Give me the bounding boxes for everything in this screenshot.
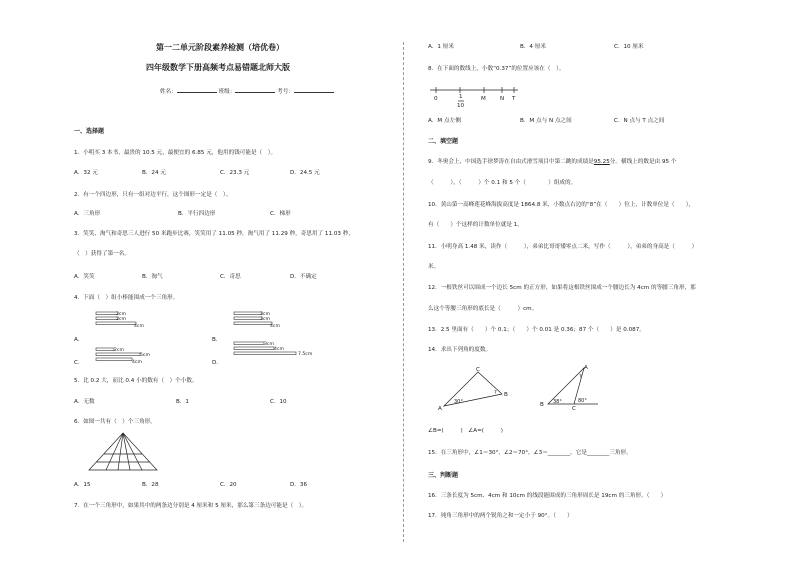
stick-a1-label: 2cm [116, 312, 126, 317]
axis-label-0: 0 [434, 96, 438, 102]
q1-stem: 1．小明买 3 本书，最贵的 10.5 元，最便宜的 6.85 元，他用的钱可能是（ ）。 [74, 150, 277, 156]
tri2-angle-38: 38° [553, 399, 562, 405]
q8-opt-a[interactable]: A．M 点左侧 [428, 118, 461, 124]
q2-opt-a[interactable]: A．三角形 [74, 211, 101, 217]
q4-letter-c: C． [74, 360, 84, 366]
q14-stem: 14．求出下列角的度数。 [428, 347, 492, 353]
q7-stem: 7．在一个三角形中，如果其中的两条边分别是 4 厘米和 5 厘米，那么第三条边可能是（ ）。 [74, 503, 308, 509]
q10-line1[interactable]: 10．黄山第一高峰莲花峰海拔高度是 1864.8 米，小数点右边的“8”在（ ）位上，计数单位是（ ）， [428, 202, 695, 208]
q14-triangle-2 [538, 364, 628, 410]
q2-opt-b[interactable]: B．平行四边形 [178, 211, 216, 217]
id-field[interactable] [294, 86, 334, 93]
q12-line2[interactable]: 么这个等腰三角形的底长是（ ）cm。 [428, 306, 538, 312]
q6-stem: 6．如图一共有（ ）个三角形。 [74, 419, 156, 425]
q5-stem: 5．比 0.2 大，而比 0.4 小的数有（ ）个小数。 [74, 378, 198, 384]
q6-opt-a[interactable]: A．15 [74, 482, 91, 488]
tri2-unknown: ? [579, 374, 582, 380]
q9-line2[interactable]: （ ），（ ）个 0.1 和 5 个（ ）组成的。 [428, 180, 577, 186]
axis-label-1: 1 [459, 94, 463, 100]
q3-stem-2: （ ）获得了第一名。 [74, 251, 130, 257]
q8-opt-c[interactable]: C．N 点与 T 点之间 [614, 118, 665, 124]
column-divider [403, 42, 404, 542]
q4-letter-b: B． [212, 337, 222, 343]
q11-line1[interactable]: 11．小明身高 1.48 米，读作（ ），弟弟比哥哥矮零点二米，写作（ ），弟弟的身高是（ ） [428, 244, 698, 250]
tri2-label-c: C [572, 406, 576, 412]
stick-b3-label: 4cm [270, 324, 280, 329]
q17-text[interactable]: 17．钝角三角形中的两个锐角之和一定小于 90°。（ ） [428, 513, 573, 519]
q5-opt-b[interactable]: B．1 [176, 399, 189, 405]
q13-text[interactable]: 13．2.5 里面有（ ）个 0.1；（ ）个 0.01 是 0.36；87 个（ ）是 0.087。 [428, 327, 645, 333]
q7-opt-c[interactable]: C．10 厘米 [614, 44, 644, 50]
q4-letter-d: D． [212, 360, 222, 366]
stick-d2-label: 4cm [274, 347, 284, 352]
q8-opt-b[interactable]: B．M 点与 N 点之间 [520, 118, 572, 124]
q14-triangle-1 [438, 366, 518, 410]
q4-letter-a: A． [74, 337, 84, 343]
q7-opt-b[interactable]: B．4 厘米 [520, 44, 546, 50]
q1-opt-c[interactable]: C．23.3 元 [220, 170, 250, 176]
q4-stem: 4．下面（ ）组小棒能围成一个三角形。 [74, 295, 179, 301]
q3-opt-c[interactable]: C．奇思 [220, 274, 241, 280]
stick-a3-label: 4cm [134, 324, 144, 329]
q3-opt-b[interactable]: B．淘气 [142, 274, 163, 280]
exam-title: 第一二单元阶段素养检测（培优卷） [156, 43, 284, 52]
stick-d1-label: 3cm [264, 342, 274, 347]
q3-opt-d[interactable]: D．不确定 [290, 274, 317, 280]
tri1-label-c: C [476, 367, 480, 373]
name-label: 姓名： [160, 89, 177, 95]
tri1-unknown: ? [494, 390, 497, 396]
tri1-label-b: B [504, 392, 508, 398]
section-heading-choice: 一、选择题 [74, 128, 105, 135]
class-label: 班级： [218, 89, 236, 95]
q8-stem: 8．在下面的数线上，小数“0.37”的位置应该在（ ）。 [428, 66, 565, 72]
q6-triangle-figure [88, 432, 158, 472]
q3-stem: 3．笑笑、淘气和奇思三人进行 50 米跑步比赛，笑笑用了 11.05 秒，淘气用了 11.29 秒，奇思用了 11.03 秒， [74, 231, 354, 237]
q5-opt-a[interactable]: A．无数 [74, 399, 95, 405]
q9-text-b: 分。横线上的数是由 95 个 [609, 159, 677, 165]
section-heading-fill: 二、填空题 [428, 138, 459, 145]
name-field[interactable] [177, 86, 217, 93]
stick-c3-label: 4cm [132, 360, 142, 365]
tri2-label-a: A [584, 365, 588, 371]
q15-text[interactable]: 15．在三角形中，∠1＝30°，∠2＝70°，∠3＝________，它是________三角形。 [428, 450, 632, 456]
q5-opt-c[interactable]: C．10 [270, 399, 287, 405]
exam-subtitle: 四年级数学下册高频考点易错题北师大版 [146, 63, 290, 72]
stick-c2-label: 5cm [140, 353, 150, 358]
axis-label-n: N [500, 96, 505, 102]
q10-line2[interactable]: 有（ ）个这样的计数单位就是 1。 [428, 222, 523, 228]
q3-opt-a[interactable]: A．笑笑 [74, 274, 95, 280]
class-field[interactable] [235, 86, 275, 93]
q6-opt-c[interactable]: C．20 [220, 482, 237, 488]
axis-label-m: M [481, 96, 486, 102]
tri2-angle-80: 80° [578, 398, 587, 404]
stick-a2-label: 2cm [116, 317, 126, 322]
stick-d3-label: 7.5cm [298, 352, 313, 357]
q16-text[interactable]: 16．三条长度为 5cm、4cm 和 10cm 的线段能围成的三角形周长是 19cm 的三角形。（ ） [428, 493, 667, 499]
q2-stem: 2．有一个四边形，只有一组对边平行，这个图形一定是（ ）。 [74, 192, 232, 198]
q7-opt-a[interactable]: A．1 厘米 [428, 44, 454, 50]
q6-opt-b[interactable]: B．28 [142, 482, 159, 488]
q14-answer[interactable]: ∠B=( ) ∠A=( ) [428, 428, 503, 434]
q1-opt-a[interactable]: A．32 元 [74, 170, 98, 176]
q6-opt-d[interactable]: D．36 [290, 482, 308, 488]
tri1-angle: 30° [454, 399, 463, 405]
tri1-label-a: A [438, 406, 442, 412]
axis-label-10: 10 [457, 103, 465, 109]
q2-opt-c[interactable]: C．梯形 [270, 211, 291, 217]
tri2-label-b: B [540, 402, 544, 408]
stick-b1-label: 3cm [260, 312, 270, 317]
q1-opt-d[interactable]: D．24.5 元 [290, 170, 320, 176]
q1-opt-b[interactable]: B．24 元 [142, 170, 166, 176]
student-info [160, 86, 334, 96]
stick-c1-label: 2cm [114, 348, 124, 353]
q12-line1: 12．一根铁丝可以围成一个边长 5cm 的正方形，如果将这根铁丝围成一个腰边长为 4cm 的等腰三角形，那 [428, 285, 696, 291]
q9-text-a: 9．冬奥会上，中国选手徐梦涛在自由式滑雪项目中第二跳的成绩是 [428, 159, 594, 165]
q11-line2: 米。 [428, 264, 440, 270]
q9-score: 95.25 [593, 159, 610, 165]
section-heading-judge: 三、判断题 [428, 472, 459, 479]
stick-b2-label: 3cm [260, 317, 270, 322]
q8-number-line [430, 84, 520, 108]
id-label: 考号： [277, 89, 294, 95]
axis-label-t: T [512, 96, 516, 102]
q9-line1 [428, 159, 676, 166]
q4-sticks-figure [74, 308, 374, 366]
